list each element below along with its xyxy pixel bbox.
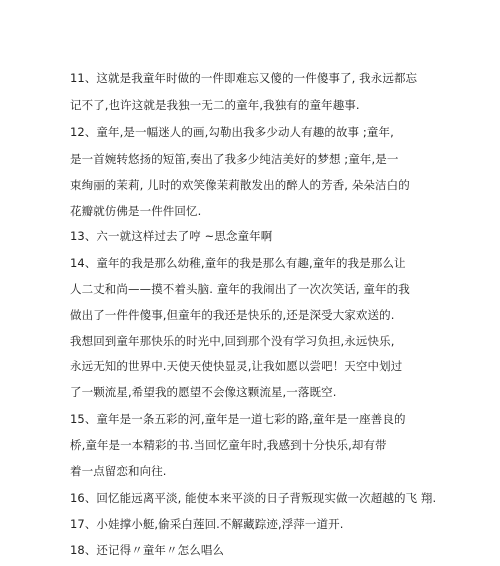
- text-line: 花瓣就仿佛是一件件回忆.: [70, 204, 202, 218]
- text-line: 11、这就是我童年时做的一件即难忘又傻的一件傻事了, 我永远都忘: [70, 71, 418, 85]
- text-line: 着一点留恋和向往.: [70, 464, 167, 478]
- text-line: 记不了,也许这就是我独一无二的童年,我独有的童年趣事.: [70, 98, 360, 112]
- text-line: 15、童年是一条五彩的河,童年是一道七彩的路,童年是一座善良的: [70, 412, 406, 426]
- text-line: 做出了一件件傻事,但童年的我还是快乐的,还是深受大家欢送的.: [70, 308, 395, 322]
- text-line: 13、六一就这样过去了哼 ~思念童年啊: [70, 229, 273, 243]
- text-line: 14、童年的我是那么幼稚,童年的我是那么有趣,童年的我是那么让: [70, 256, 406, 270]
- text-line: 是一首婉转悠扬的短笛,奏出了我多少纯洁美好的梦想 ;童年,是一: [70, 152, 399, 166]
- text-line: 我想回到童年那快乐的时光中,回到那个没有学习负担,永远快乐,: [70, 334, 395, 348]
- text-line: 束绚丽的茉莉, 儿时的欢笑像茉莉散发出的醉人的芳香, 朵朵洁白的: [70, 178, 410, 192]
- text-line: 17、小娃撑小艇,偷采白莲回.不解藏踪迹,浮萍一道开.: [70, 517, 344, 531]
- text-line: 18、还记得〃童年〃怎么唱么: [70, 543, 225, 557]
- text-line: 永远无知的世界中.天使天使快显灵,让我如愿以尝吧！天空中划过: [70, 359, 403, 373]
- text-line: 桥,童年是一本精彩的书.当回忆童年时,我感到十分快乐,却有带: [70, 438, 387, 452]
- text-line: 人二丈和尚——摸不着头脑. 童年的我闹出了一次次笑话, 童年的我: [70, 282, 410, 296]
- text-line: 16、回忆能远离平淡, 能使本来平淡的日子背叛现实做一次超越的飞 翔.: [70, 491, 437, 505]
- text-line: 12、童年,是一幅迷人的画,勾勒出我多少动人有趣的故事 ;童年,: [70, 125, 394, 139]
- text-line: 了一颗流星,希望我的愿望不会像这颗流星,一落既空.: [70, 385, 337, 399]
